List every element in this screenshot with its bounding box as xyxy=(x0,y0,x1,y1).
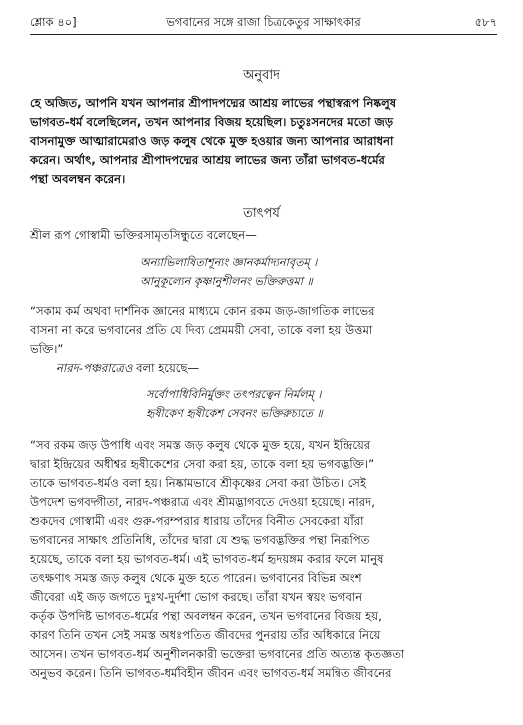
paragraph-line-9: জীবেরা এই জড় জগতে দুঃখ-দুর্দশা ভোগ করছে। তাঁরা যখন স্বয়ং ভগবান xyxy=(30,590,363,604)
chapter-title: ভগবানের সঙ্গে রাজা চিত্রকেতুর সাক্ষাৎকার xyxy=(166,15,361,29)
translation-line-1: হে অজিত, আপনি যখন আপনার শ্রীপাদপদ্মের আশ্রয় লাভের পন্থাস্বরূপ নিষ্কলুষ xyxy=(30,96,397,110)
verse1-line-1: অন্যাভিলাষিতাশূন্যং জ্ঞানকর্মাদ্যনাবৃতম্ । xyxy=(140,256,318,269)
translation-line-4: করেন। অর্থাৎ, আপনার শ্রীপাদপদ্মের আশ্রয় লাভের জন্য তাঁরা ভাগবত-ধর্মের xyxy=(30,153,385,167)
paragraph-line-2: দ্বারা ইন্দ্রিয়ের অধীশ্বর হৃষীকেশের সেবা করা হয়, তাকে বলা হয় ভগবদ্ভক্তি।” xyxy=(30,457,375,471)
translation-line-5: পন্থা অবলম্বন করেন। xyxy=(30,172,126,186)
paragraph-line-13: অনুভব করেন। তিনি ভাগবত-ধর্মবিহীন জীবন এবং ভাগবত-ধর্ম সমন্বিত জীবনের xyxy=(30,666,392,680)
page-number: ৫৮৭ xyxy=(474,15,497,29)
paragraph-line-10: কর্তৃক উপদিষ্ট ভাগবত-ধর্মের পন্থা অবলম্বন করেন, তখন ভগবানের বিজয় হয়, xyxy=(30,609,382,623)
quote1-line-2: বাসনা না করে ভগবানের প্রতি যে দিব্য প্রেমময়ী সেবা, তাকে বলা হয় উত্তমা xyxy=(30,323,373,337)
quote1-line-1: “সকাম কর্ম অথবা দার্শনিক জ্ঞানের মাধ্যমে কোন রকম জড়-জাগতিক লাভের xyxy=(30,304,375,318)
paragraph-line-7: হয়েছে, তাকে বলা হয় ভাগবত-ধর্ম। এই ভাগবত-ধর্ম হৃদয়ঙ্গম করার ফলে মানুষ xyxy=(30,552,384,566)
quote1-line-3: ভক্তি।” xyxy=(30,342,64,356)
translation-line-2: ভাগবত-ধর্ম বলেছিলেন, তখন আপনার বিজয় হয়েছিল। চতুঃসনদের মতো জড় xyxy=(30,115,394,129)
paragraph-line-8: তৎক্ষণাৎ সমস্ত জড় কলুষ থেকে মুক্ত হতে পারেন। ভগবানের বিভিন্ন অংশ xyxy=(30,571,362,585)
paragraph-line-5: শুকদেব গোস্বামী এবং গুরু-পরম্পরার ধারায় তাঁদের বিনীত সেবকেরা যাঁরা xyxy=(30,514,364,528)
paragraph-line-11: কারণ তিনি তখন সেই সমস্ত অধঃপতিত জীবদের পুনরায় তাঁর অধিকারে নিয়ে xyxy=(30,628,381,642)
paragraph-line-12: আসেন। তখন ভাগবত-ধর্ম অনুশীলনকারী ভক্তেরা ভগবানের প্রতি অত্যন্ত কৃতজ্ঞতা xyxy=(30,647,405,661)
translation-line-3: বাসনামুক্ত আত্মারামেরাও জড় কলুষ থেকে মুক্ত হওয়ার জন্য আপনার আরাধনা xyxy=(30,134,394,148)
paragraph-line-6: ভগবানের সাক্ষাৎ প্রতিনিধি, তাঁদের দ্বারা যে শুদ্ধ ভগবদ্ভক্তির পন্থা নিরূপিত xyxy=(30,533,370,547)
narada-pancharatra-title: নারদ-পঞ্চরাত্রেও xyxy=(56,361,133,375)
intro2-rest: বলা হয়েছে— xyxy=(132,361,200,375)
verse-reference: শ্লোক ৪০] xyxy=(30,15,77,29)
paragraph-line-4: উপদেশ ভগবদ্গীতা, নারদ-পঞ্চরাত্র এবং শ্রীমদ্ভাগবতে দেওয়া হয়েছে। নারদ, xyxy=(30,495,375,509)
purport-intro: শ্রীল রূপ গোস্বামী ভক্তিরসামৃতসিন্ধুতে বলেছেন— xyxy=(30,228,257,242)
verse1-line-2: আনুকূল্যেন কৃষ্ণানুশীলনং ভক্তিরুত্তমা ॥ xyxy=(140,275,313,288)
purport-intro-2 xyxy=(56,359,496,378)
page-header xyxy=(30,12,497,32)
paragraph-line-1: “সব রকম জড় উপাধি এবং সমস্ত জড় কলুষ থেকে মুক্ত হয়ে, যখন ইন্দ্রিয়ের xyxy=(30,438,371,452)
paragraph-line-3: তাকে ভাগবত-ধর্মও বলা হয়। নিষ্কামভাবে শ্রীকৃষ্ণের সেবা করা উচিত। সেই xyxy=(30,476,366,490)
purport-heading: তাৎপর্য xyxy=(243,206,280,221)
header-rule xyxy=(30,34,497,35)
verse2-line-1: সর্বোপাধিবিনির্মুক্তং তৎপরত্বেন নির্মলম্ । xyxy=(146,388,322,401)
verse2-line-2: হৃষীকেণ হৃষীকেশ সেবনং ভক্তিরুচ্যতে ॥ xyxy=(146,407,323,420)
translation-heading: অনুবাদ xyxy=(243,68,280,83)
